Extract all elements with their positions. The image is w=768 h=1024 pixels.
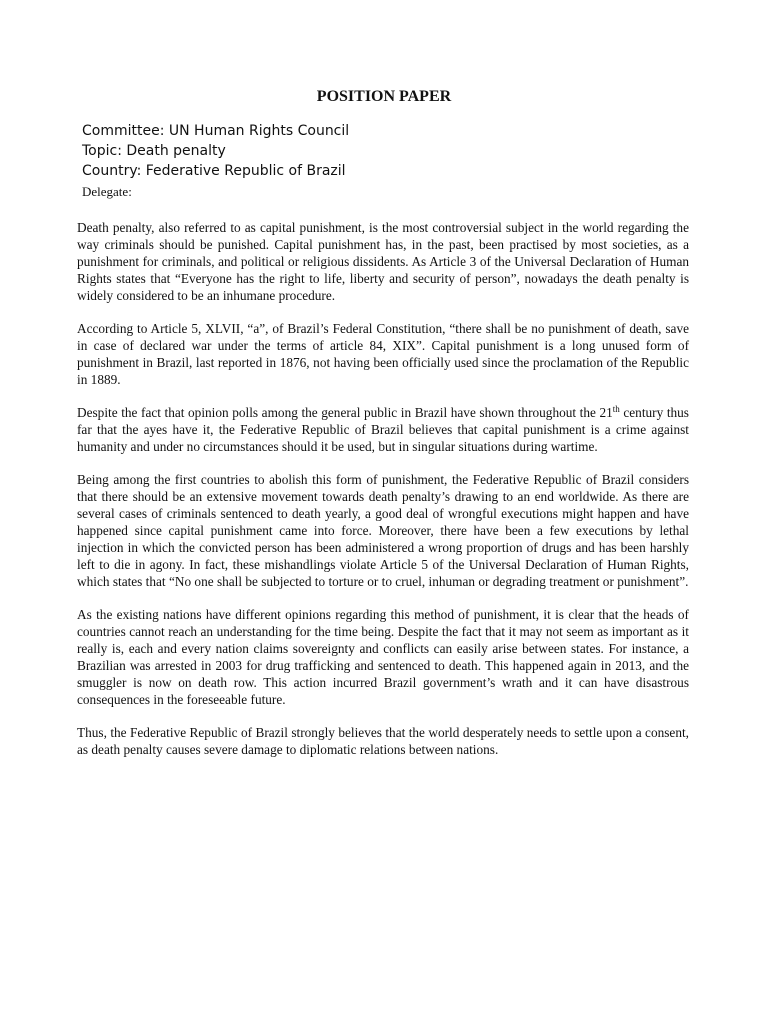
paragraph-3-end: century thus far that the ayes have it, the Federative Republic of Brazil believes that capital punishment is a crime against humanity and under no circumstances should it be used, but in singular situations during wartime. — [77, 405, 689, 454]
paragraph-1: Death penalty, also referred to as capital punishment, is the most controversial subject in the world regarding the way criminals should be punished. Capital punishment has, in the past, been practised by most societies, as a punishment for criminals, and political or religious dissidents. As Article 3 of the Universal Declaration of Human Rights states that “Everyone has the right to life, liberty and security of person”, nowadays the death penalty is widely considered to be an inhumane procedure. — [77, 220, 689, 303]
page-title: POSITION PAPER — [316, 88, 452, 105]
delegate-line: Delegate: — [82, 184, 132, 199]
document-body — [77, 219, 689, 774]
superscript-th: th — [612, 404, 620, 414]
paragraph-2: According to Article 5, XLVII, “a”, of Brazil’s Federal Constitution, “there shall be no punishment of death, save in case of declared war under the terms of article 84, XIX”. Capital punishment is a long unused form of punishment in Brazil, last reported in 1876, not having been officially used since the proclamation of the Republic in 1889. — [77, 321, 689, 387]
committee-line: Committee: UN Human Rights Council — [82, 123, 350, 139]
paragraph-3-start: Despite the fact that opinion polls among the general public in Brazil have shown throughout the 21 — [77, 405, 613, 420]
header-info — [82, 121, 349, 202]
topic-line: Topic: Death penalty — [82, 143, 226, 159]
paragraph-4: Being among the first countries to abolish this form of punishment, the Federative Republic of Brazil considers that there should be an extensive movement towards death penalty’s drawing to an end worldwide. As there are several cases of criminals sentenced to death yearly, a good deal of wrongful executions might happen and have happened since capital punishment came into force. Moreover, there have been a few executions by lethal injection in which the convicted person has been administered a wrong proportion of drugs and has been harshly left to die in agony. In fact, these mishandlings violate Article 5 of the Universal Declaration of Human Rights, which states that “No one shall be subjected to torture or to cruel, inhuman or degrading treatment or punishment”. — [77, 472, 689, 589]
paragraph-6: Thus, the Federative Republic of Brazil strongly believes that the world desperately needs to settle upon a consent, as death penalty causes severe damage to diplomatic relations between nations. — [77, 725, 689, 757]
paragraph-5: As the existing nations have different opinions regarding this method of punishment, it is clear that the heads of countries cannot reach an understanding for the time being. Despite the fact that it may not seem as important as it really is, each and every nation claims sovereignty and conflicts can easily arise between states. For instance, a Brazilian was arrested in 2003 for drug trafficking and sentenced to death. This happened again in 2013, and the smuggler is now on death row. This action incurred Brazil government’s wrath and it can have disastrous consequences in the foreseeable future. — [77, 607, 689, 707]
country-line: Country: Federative Republic of Brazil — [82, 163, 346, 179]
paragraph-3 — [77, 404, 689, 455]
